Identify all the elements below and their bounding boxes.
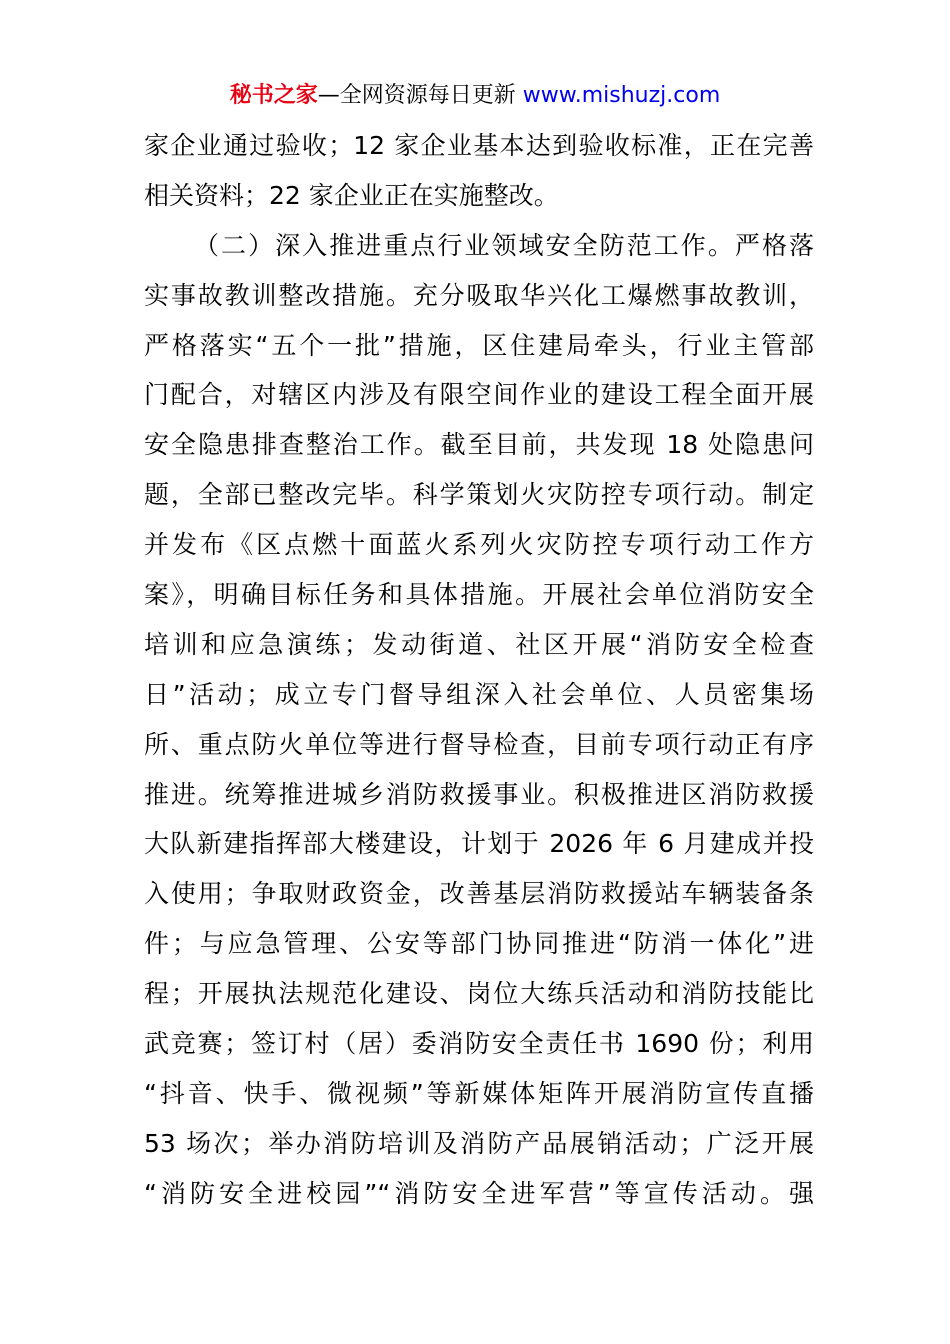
text-line: 件；与应急管理、公安等部门协同推进“防消一体化”进 <box>144 929 814 959</box>
text-line: 所、重点防火单位等进行督导检查，目前专项行动正有序 <box>144 729 814 759</box>
text-line: 程；开展执法规范化建设、岗位大练兵活动和消防技能比 <box>144 979 814 1009</box>
site-url-link[interactable]: www.mishuzj.com <box>522 83 721 108</box>
text-line: “抖音、快手、微视频”等新媒体矩阵开展消防宣传直播 <box>144 1078 814 1108</box>
text-line: 入使用；争取财政资金，改善基层消防救援站车辆装备条 <box>144 879 814 909</box>
text-line: “消防安全进校园”“消防安全进军营”等宣传活动。强 <box>144 1178 814 1208</box>
page-header <box>0 80 950 112</box>
site-brand: 秘书之家 <box>229 83 318 108</box>
text-line: 安全隐患排查整治工作。截至目前，共发现 18 处隐患问 <box>144 430 814 460</box>
site-tagline: —全网资源每日更新 <box>317 83 523 108</box>
text-line: 日”活动；成立专门督导组深入社会单位、人员密集场 <box>144 679 814 709</box>
text-line: 大队新建指挥部大楼建设，计划于 2026 年 6 月建成并投 <box>144 829 814 859</box>
text-line: 严格落实“五个一批”措施，区住建局牵头，行业主管部 <box>144 330 814 360</box>
text-line: 家企业通过验收；12 家企业基本达到验收标准，正在完善 <box>144 131 814 160</box>
text-line: 案》，明确目标任务和具体措施。开展社会单位消防安全 <box>144 580 814 610</box>
section-heading-line: （二）深入推进重点行业领域安全防范工作。严格落 <box>194 230 814 260</box>
text-line: 并发布《区点燃十面蓝火系列火灾防控专项行动工作方 <box>144 530 814 560</box>
text-line: 实事故教训整改措施。充分吸取华兴化工爆燃事故教训， <box>144 280 814 310</box>
text-line: 相关资料；22 家企业正在实施整改。 <box>144 180 559 210</box>
document-body <box>144 121 814 1219</box>
text-line: 培训和应急演练；发动街道、社区开展“消防安全检查 <box>144 629 814 659</box>
text-line: 53 场次；举办消防培训及消防产品展销活动；广泛开展 <box>144 1128 814 1158</box>
text-line: 题，全部已整改完毕。科学策划火灾防控专项行动。制定 <box>144 480 814 510</box>
text-line: 推进。统筹推进城乡消防救援事业。积极推进区消防救援 <box>144 779 814 809</box>
text-line: 武竞赛；签订村（居）委消防安全责任书 1690 份；利用 <box>144 1029 814 1059</box>
text-line: 门配合，对辖区内涉及有限空间作业的建设工程全面开展 <box>144 380 814 410</box>
